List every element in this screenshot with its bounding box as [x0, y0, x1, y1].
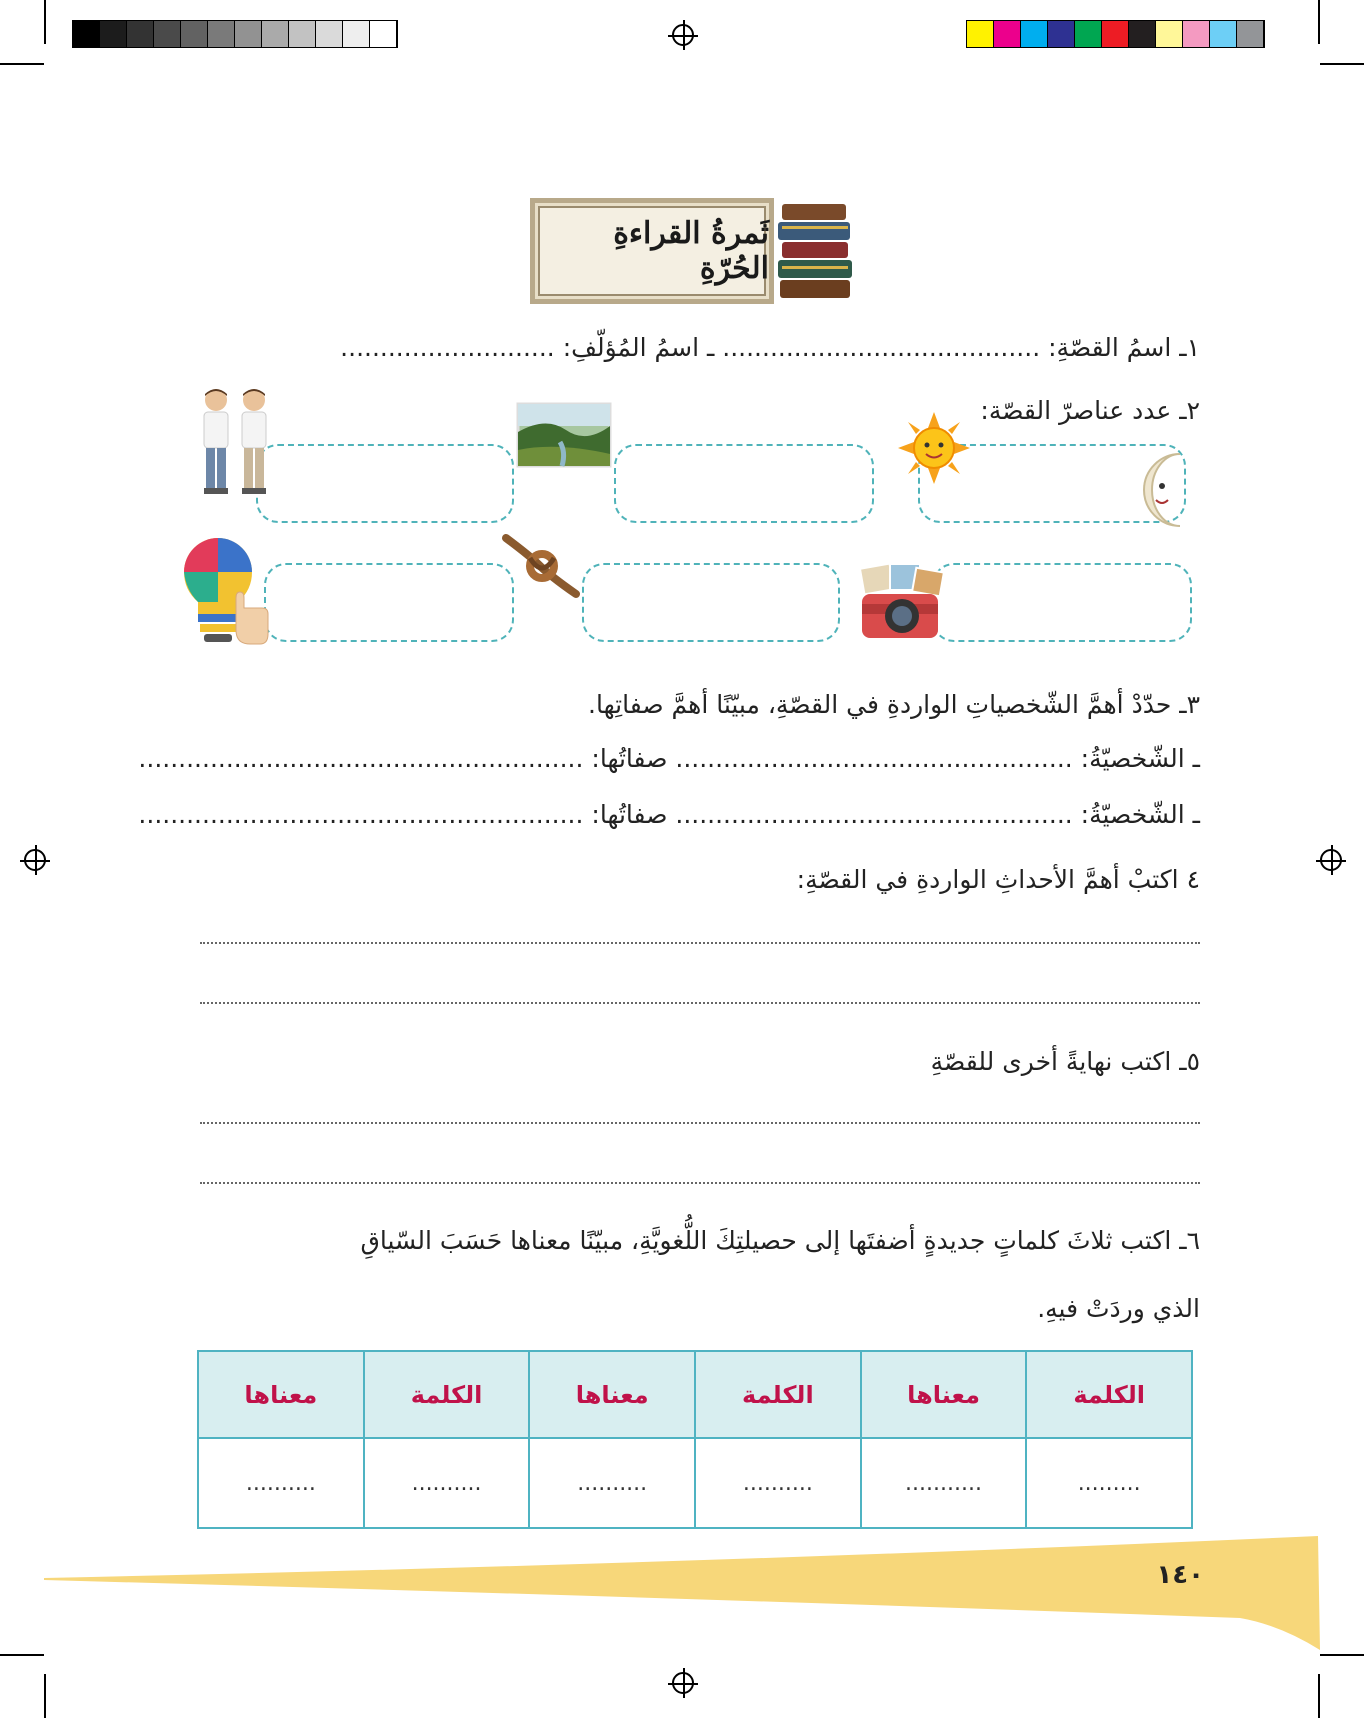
- table-header: الكلمة: [364, 1351, 530, 1438]
- table-cell[interactable]: ..........: [198, 1438, 364, 1528]
- question-4-label: ٤ اكتبْ أهمَّ الأحداثِ الواردةِ في القصّةِ:: [796, 865, 1200, 894]
- traits-blank[interactable]: ........................................................: [138, 744, 584, 773]
- element-box-place[interactable]: [614, 444, 874, 523]
- footer-band: [0, 1530, 1364, 1655]
- registration-mark-right: [1320, 849, 1342, 871]
- character-blank[interactable]: ..................................................: [675, 800, 1073, 829]
- crop-mark: [44, 0, 46, 44]
- answer-line[interactable]: [200, 942, 1200, 944]
- answer-line[interactable]: [200, 1122, 1200, 1124]
- question-6-line-2: الذي وردَتْ فيهِ.: [1037, 1294, 1200, 1323]
- traits-blank[interactable]: ........................................................: [138, 800, 584, 829]
- question-2-label: ٢ـ عدد عناصرّ القصّة:: [980, 396, 1200, 425]
- table-header: معناها: [198, 1351, 364, 1438]
- crop-mark: [1320, 63, 1364, 65]
- registration-mark-bottom: [672, 1672, 694, 1694]
- character-row-2: [138, 800, 1200, 830]
- moon-icon: [1140, 450, 1206, 530]
- element-box-events[interactable]: [932, 563, 1192, 642]
- author-name-blank[interactable]: ...........................: [340, 333, 555, 362]
- table-header: معناها: [861, 1351, 1027, 1438]
- table-row: [198, 1438, 1192, 1528]
- answer-line[interactable]: [200, 1002, 1200, 1004]
- page-number: ١٤٠: [1156, 1560, 1204, 1590]
- answer-line[interactable]: [200, 1182, 1200, 1184]
- two-boys-icon: [196, 386, 276, 500]
- question-3-label: ٣ـ حدّدْ أهمَّ الشّخصياتِ الواردةِ في القصّةِ، مبيّنًا أهمَّ صفاتِها.: [588, 690, 1200, 719]
- question-1: [200, 333, 1200, 363]
- traits-label: صفاتُها:: [591, 800, 668, 829]
- books-stack-icon: [776, 196, 856, 304]
- crop-mark: [0, 63, 44, 65]
- element-box-solution[interactable]: [264, 563, 514, 642]
- question-5-label: ٥ـ اكتب نهايةً أخرى للقصّةِ: [930, 1047, 1200, 1076]
- table-header-row: [198, 1351, 1192, 1438]
- table-cell[interactable]: .........: [1026, 1438, 1192, 1528]
- character-label: ـ الشّخصيّةُ:: [1080, 744, 1200, 773]
- grayscale-color-bar: [72, 20, 398, 48]
- crop-mark: [1318, 0, 1320, 44]
- crop-mark: [1318, 1674, 1320, 1718]
- traits-label: صفاتُها:: [591, 744, 668, 773]
- table-cell[interactable]: ..........: [695, 1438, 861, 1528]
- title-banner: [530, 198, 774, 304]
- element-box-plot[interactable]: [582, 563, 840, 642]
- character-row-1: [138, 744, 1200, 774]
- table-cell[interactable]: ...........: [861, 1438, 1027, 1528]
- question-6-line-1: ٦ـ اكتب ثلاثَ كلماتٍ جديدةٍ أضفتَها إلى حصيلتِكَ اللُّغويَّةِ، مبيّنًا معناها حَسَبَ السّياقِ: [360, 1226, 1200, 1255]
- character-blank[interactable]: ..................................................: [675, 744, 1073, 773]
- story-name-blank[interactable]: ........................................: [722, 333, 1041, 362]
- table-cell[interactable]: ..........: [529, 1438, 695, 1528]
- camera-photos-icon: [856, 562, 946, 642]
- character-label: ـ الشّخصيّةُ:: [1080, 800, 1200, 829]
- registration-mark-left: [24, 849, 46, 871]
- cmyk-color-bar: [966, 20, 1265, 48]
- table-header: الكلمة: [695, 1351, 861, 1438]
- vocabulary-table: [197, 1350, 1193, 1529]
- author-name-label: ـ اسمُ المُؤلّفِ:: [562, 333, 715, 362]
- landscape-picture-icon: [516, 402, 612, 468]
- registration-mark-top: [672, 24, 694, 46]
- lightbulb-puzzle-icon: [178, 534, 272, 648]
- page-title: ثَمرةُ القراءةِ الحُرّةِ: [613, 216, 769, 286]
- table-header: الكلمة: [1026, 1351, 1192, 1438]
- crop-mark: [44, 1674, 46, 1718]
- element-box-characters[interactable]: [256, 444, 514, 523]
- table-header: معناها: [529, 1351, 695, 1438]
- sun-icon: [898, 412, 970, 484]
- knot-rope-icon: [504, 534, 578, 598]
- story-name-label: ١ـ اسمُ القصّةِ:: [1048, 333, 1200, 362]
- table-cell[interactable]: ..........: [364, 1438, 530, 1528]
